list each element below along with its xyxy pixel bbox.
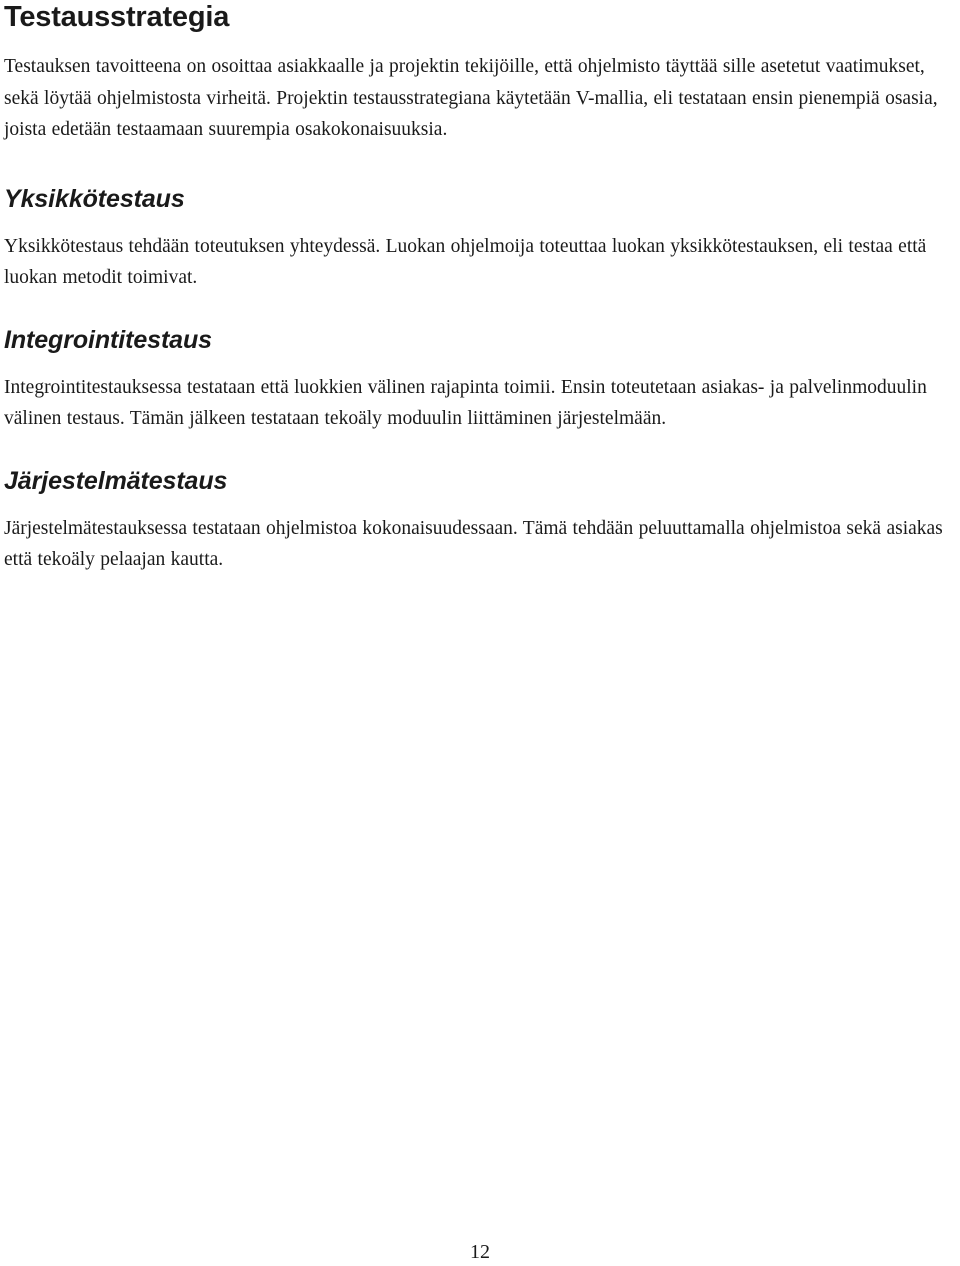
section-paragraph-jarjestelmatestaus: Järjestelmätestauksessa testataan ohjelmistoa kokonaisuudessaan. Tämä tehdään peluuttamalla ohjelmistoa sekä asiakas että tekoäly pelaajan kautta.	[4, 517, 943, 570]
section-heading-jarjestelmatestaus: Järjestelmätestaus	[4, 466, 228, 495]
section-paragraph-integrointitestaus: Integrointitestauksessa testataan että luokkien välinen rajapinta toimii. Ensin toteutetaan asiakas- ja palvelinmoduulin välinen testaus. Tämän jälkeen testataan tekoäly moduulin liittäminen järjestelmään.	[4, 376, 927, 429]
section-heading-integrointitestaus: Integrointitestaus	[4, 325, 212, 354]
document-page	[4, 0, 956, 576]
page-title: Testausstrategia	[4, 1, 230, 33]
page-number: 12	[470, 1241, 490, 1263]
intro-paragraph: Testauksen tavoitteena on osoittaa asiakkaalle ja projektin tekijöille, että ohjelmisto täyttää sille asetetut vaatimukset, sekä löytää ohjelmistosta virheitä. Projektin testausstrategiana käytetään V-mallia, eli testataan ensin pienempiä osasia, joista edetään testaamaan suurempia osakokonaisuuksia.	[4, 56, 938, 140]
section-paragraph-yksikkotestaus: Yksikkötestaus tehdään toteutuksen yhteydessä. Luokan ohjelmoija toteuttaa luokan yksikkötestauksen, eli testaa että luokan metodit toimivat.	[4, 235, 927, 288]
section-heading-yksikkotestaus: Yksikkötestaus	[4, 184, 185, 213]
